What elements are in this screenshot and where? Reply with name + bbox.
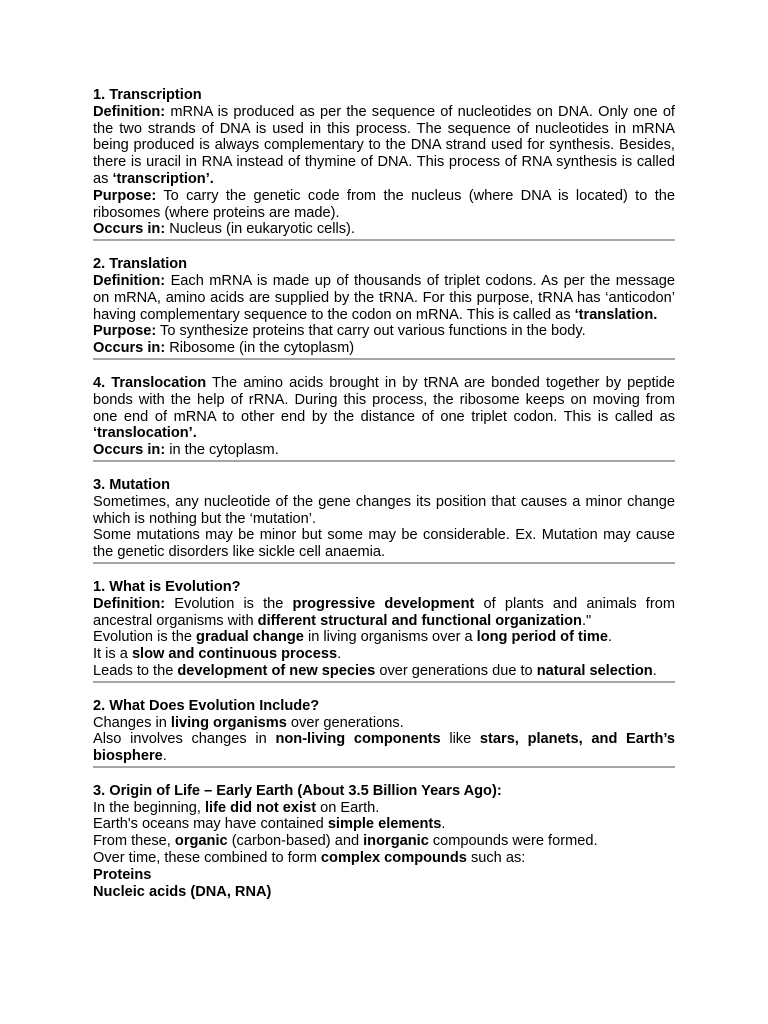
- text-run: .: [441, 816, 446, 833]
- bold-run: simple elements: [327, 816, 442, 833]
- section-what-is-evolution: [93, 579, 675, 683]
- bold-run: living organisms: [170, 714, 287, 731]
- bold-run: complex compounds: [320, 850, 467, 867]
- occurs-text: Ribosome (in the cytoplasm): [165, 340, 355, 357]
- includes-line-2: [93, 731, 675, 765]
- section-title: 2. Translation: [93, 256, 188, 273]
- text-run: .: [162, 748, 167, 765]
- text-run: of plants and animals from ancestral organisms with: [93, 595, 675, 629]
- text-run: such as:: [466, 850, 526, 867]
- bold-run: organic: [174, 833, 228, 850]
- section-translocation: [93, 375, 675, 462]
- text-run: over generations due to: [375, 662, 537, 679]
- origin-item-proteins: Proteins: [93, 866, 152, 883]
- mutation-paragraph-1: Sometimes, any nucleotide of the gene changes its position that causes a minor change which is nothing but the ‘mutation’.: [93, 493, 675, 527]
- definition-label: Definition:: [93, 272, 166, 289]
- text-run: Over time, these combined to form: [93, 850, 321, 867]
- text-run: .": [581, 612, 592, 629]
- text-run: In the beginning,: [93, 799, 205, 816]
- bold-run: non-living components: [275, 731, 441, 748]
- text-run: It is a: [93, 646, 132, 663]
- bold-run: inorganic: [363, 833, 429, 850]
- occurs-label: Occurs in:: [93, 221, 166, 238]
- bold-run: development of new species: [177, 662, 376, 679]
- occurs-label: Occurs in:: [93, 340, 166, 357]
- bold-run: progressive development: [292, 595, 475, 612]
- text-run: Changes in: [93, 714, 171, 731]
- purpose-paragraph: [93, 323, 675, 340]
- evolution-line-4: [93, 663, 675, 680]
- translocation-text: The amino acids brought in by tRNA are bonded together by peptide bonds with the help of rRNA. During this process, the ribosome keeps on moving from one end of mRNA to other end by the distance of one triplet codon. This is called as: [93, 374, 675, 425]
- evolution-line-2: [93, 629, 675, 646]
- origin-item-nucleic-acids: Nucleic acids (DNA, RNA): [93, 883, 272, 900]
- text-run: .: [337, 646, 342, 663]
- text-run: on Earth.: [316, 799, 380, 816]
- text-run: Also involves changes in: [93, 731, 276, 748]
- purpose-paragraph: [93, 188, 675, 222]
- text-run: .: [652, 662, 657, 679]
- occurs-paragraph: [93, 221, 675, 238]
- text-run: compounds were formed.: [428, 833, 598, 850]
- definition-term: ‘translation.: [574, 306, 658, 323]
- purpose-text: To synthesize proteins that carry out various functions in the body.: [156, 323, 586, 340]
- text-run: (carbon-based) and: [227, 833, 364, 850]
- section-origin-of-life: [93, 783, 675, 902]
- section-translation: [93, 256, 675, 360]
- occurs-paragraph: [93, 442, 675, 459]
- bold-run: stars, planets, and Earth’s biosphere: [93, 731, 675, 765]
- text-run: like: [440, 731, 480, 748]
- origin-line-3: [93, 833, 675, 850]
- definition-text: Each mRNA is made up of thousands of triplet codons. As per the message on mRNA, amino acids are supplied by the tRNA. For this purpose, tRNA has ‘anticodon’ having complementary sequence to the codon on mRNA. This is called as: [93, 272, 675, 323]
- section-title: 2. What Does Evolution Include?: [93, 697, 320, 714]
- origin-line-4: [93, 850, 675, 867]
- text-run: .: [608, 629, 613, 646]
- mutation-paragraph-2: Some mutations may be minor but some may be considerable. Ex. Mutation may cause the genetic disorders like sickle cell anaemia.: [93, 527, 675, 561]
- purpose-label: Purpose:: [93, 323, 157, 340]
- section-mutation: [93, 477, 675, 564]
- definition-label: Definition:: [93, 595, 166, 612]
- bold-run: gradual change: [196, 629, 304, 646]
- section-title: 1. Transcription: [93, 87, 202, 103]
- text-run: Evolution is the: [93, 629, 197, 646]
- purpose-label: Purpose:: [93, 187, 157, 204]
- definition-label: Definition:: [93, 103, 166, 120]
- occurs-text: in the cytoplasm.: [165, 442, 279, 459]
- section-title: 4. Translocation: [93, 374, 207, 391]
- bold-run: different structural and functional organization: [257, 612, 582, 629]
- section-title: 1. What is Evolution?: [93, 578, 241, 595]
- translocation-paragraph: [93, 375, 675, 442]
- section-evolution-includes: [93, 698, 675, 768]
- text-run: in living organisms over a: [303, 629, 477, 646]
- purpose-text: To carry the genetic code from the nucleus (where DNA is located) to the ribosomes (where proteins are made).: [93, 187, 675, 221]
- text-run: over generations.: [286, 714, 404, 731]
- section-transcription: [93, 87, 675, 241]
- definition-term: ‘transcription’.: [112, 170, 214, 187]
- origin-line-1: [93, 800, 675, 817]
- definition-text: mRNA is produced as per the sequence of nucleotides on DNA. Only one of the two strands of DNA is used in this process. The sequence of nucleotides in mRNA being produced is always complementary to the DNA strand used for synthesis. Besides, there is uracil in RNA instead of thymine of DNA. This process of RNA synthesis is called as: [93, 103, 675, 187]
- origin-line-2: [93, 816, 675, 833]
- text-run: Evolution is the: [165, 595, 293, 612]
- document-body: [93, 87, 675, 916]
- text-run: Earth's oceans may have contained: [93, 816, 328, 833]
- definition-paragraph: [93, 273, 675, 323]
- occurs-text: Nucleus (in eukaryotic cells).: [165, 221, 355, 238]
- bold-run: natural selection: [536, 662, 653, 679]
- bold-run: long period of time: [476, 629, 609, 646]
- text-run: From these,: [93, 833, 175, 850]
- definition-paragraph: [93, 596, 675, 630]
- occurs-paragraph: [93, 340, 675, 357]
- evolution-line-3: [93, 646, 675, 663]
- section-title: 3. Origin of Life – Early Earth (About 3.5 Billion Years Ago):: [93, 782, 502, 799]
- bold-run: slow and continuous process: [131, 646, 338, 663]
- text-run: Leads to the: [93, 662, 178, 679]
- translocation-term: ‘translocation’.: [93, 425, 197, 442]
- bold-run: life did not exist: [204, 799, 317, 816]
- definition-paragraph: [93, 104, 675, 188]
- includes-line-1: [93, 715, 675, 732]
- occurs-label: Occurs in:: [93, 442, 166, 459]
- section-title: 3. Mutation: [93, 476, 171, 493]
